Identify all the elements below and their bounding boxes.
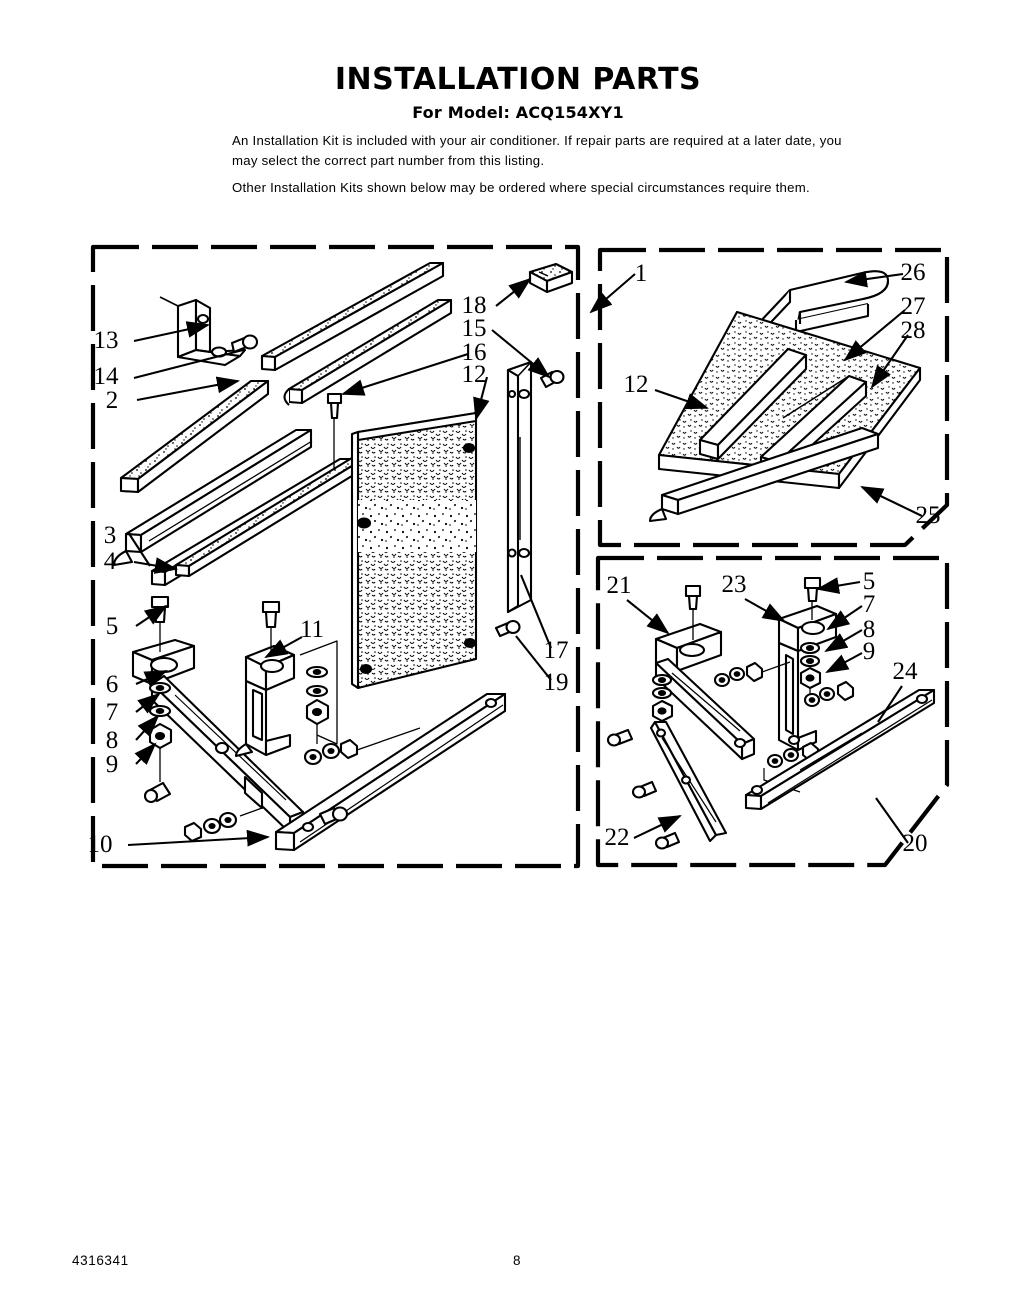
callout-number-8: 8 [862,616,876,643]
callout-number-1: 1 [634,260,648,287]
hardware-stack-center [300,641,337,744]
leader-5-lr [818,582,860,589]
callout-number-21: 21 [606,572,632,599]
callout-number-3: 3 [103,522,117,549]
callout-number-6: 6 [105,671,119,698]
callout-number-7: 7 [105,699,119,726]
page-number: 8 [513,1253,522,1268]
part-11-clamp-bracket [236,646,294,756]
callout-number-20: 20 [902,830,928,857]
hardware-stack-lr-right [801,643,820,700]
document-number: 4316341 [72,1253,129,1268]
part-5-screw-center [263,602,279,652]
part-18-clip [530,264,572,292]
callout-number-17: 17 [543,637,569,664]
callout-number-22: 22 [604,824,630,851]
part-19-screw [496,621,520,636]
part-22-side-rail [651,722,726,841]
callout-number-16: 16 [461,339,487,366]
callout-number-25: 25 [915,502,941,529]
callout-number-7: 7 [862,591,876,618]
callout-number-10: 10 [87,831,113,858]
callout-number-14: 14 [93,363,119,390]
callout-number-28: 28 [900,317,926,344]
part-17-vertical-post [508,362,531,612]
leader-18 [496,279,530,306]
leader-1 [591,274,635,312]
callout-number-12: 12 [623,371,649,398]
callout-number-18: 18 [461,292,487,319]
leader-25 [862,487,922,516]
callout-number-13: 13 [93,327,119,354]
callout-number-5: 5 [105,613,119,640]
callout-number-19: 19 [543,669,569,696]
part-13-l-bracket [160,297,245,365]
page-title: INSTALLATION PARTS [334,62,702,97]
leader-9-left [136,744,155,764]
part-12-insulation-panel [352,413,476,688]
leader-9-lr [827,653,862,672]
callout-number-8: 8 [105,727,119,754]
intro-text-2: Other Installation Kits shown below may be ordered where special circumstances require them. [232,180,810,195]
hardware-cluster-lower-left [185,808,262,841]
part-24-long-rail [746,690,934,809]
callout-number-5: 5 [862,568,876,595]
callout-number-27: 27 [900,293,926,320]
leader-2 [137,381,238,400]
callout-number-23: 23 [721,571,747,598]
callout-number-26: 26 [900,259,926,286]
callout-number-4: 4 [103,548,117,575]
callout-number-2: 2 [105,387,119,414]
callout-number-9: 9 [105,751,119,778]
model-subtitle: For Model: ACQ154XY1 [412,103,624,122]
callout-number-11: 11 [299,616,325,643]
callout-number-9: 9 [862,638,876,665]
callout-number-15: 15 [461,315,487,342]
callout-number-12: 12 [461,361,487,388]
intro-text-1: An Installation Kit is included with your air conditioner. If repair parts are required at a later date, you may select the correct part number from this listing. [232,133,842,169]
callout-number-24: 24 [892,658,918,685]
part-4-rail-lower [176,453,373,576]
leader-23 [745,599,784,621]
leader-21 [627,600,668,633]
